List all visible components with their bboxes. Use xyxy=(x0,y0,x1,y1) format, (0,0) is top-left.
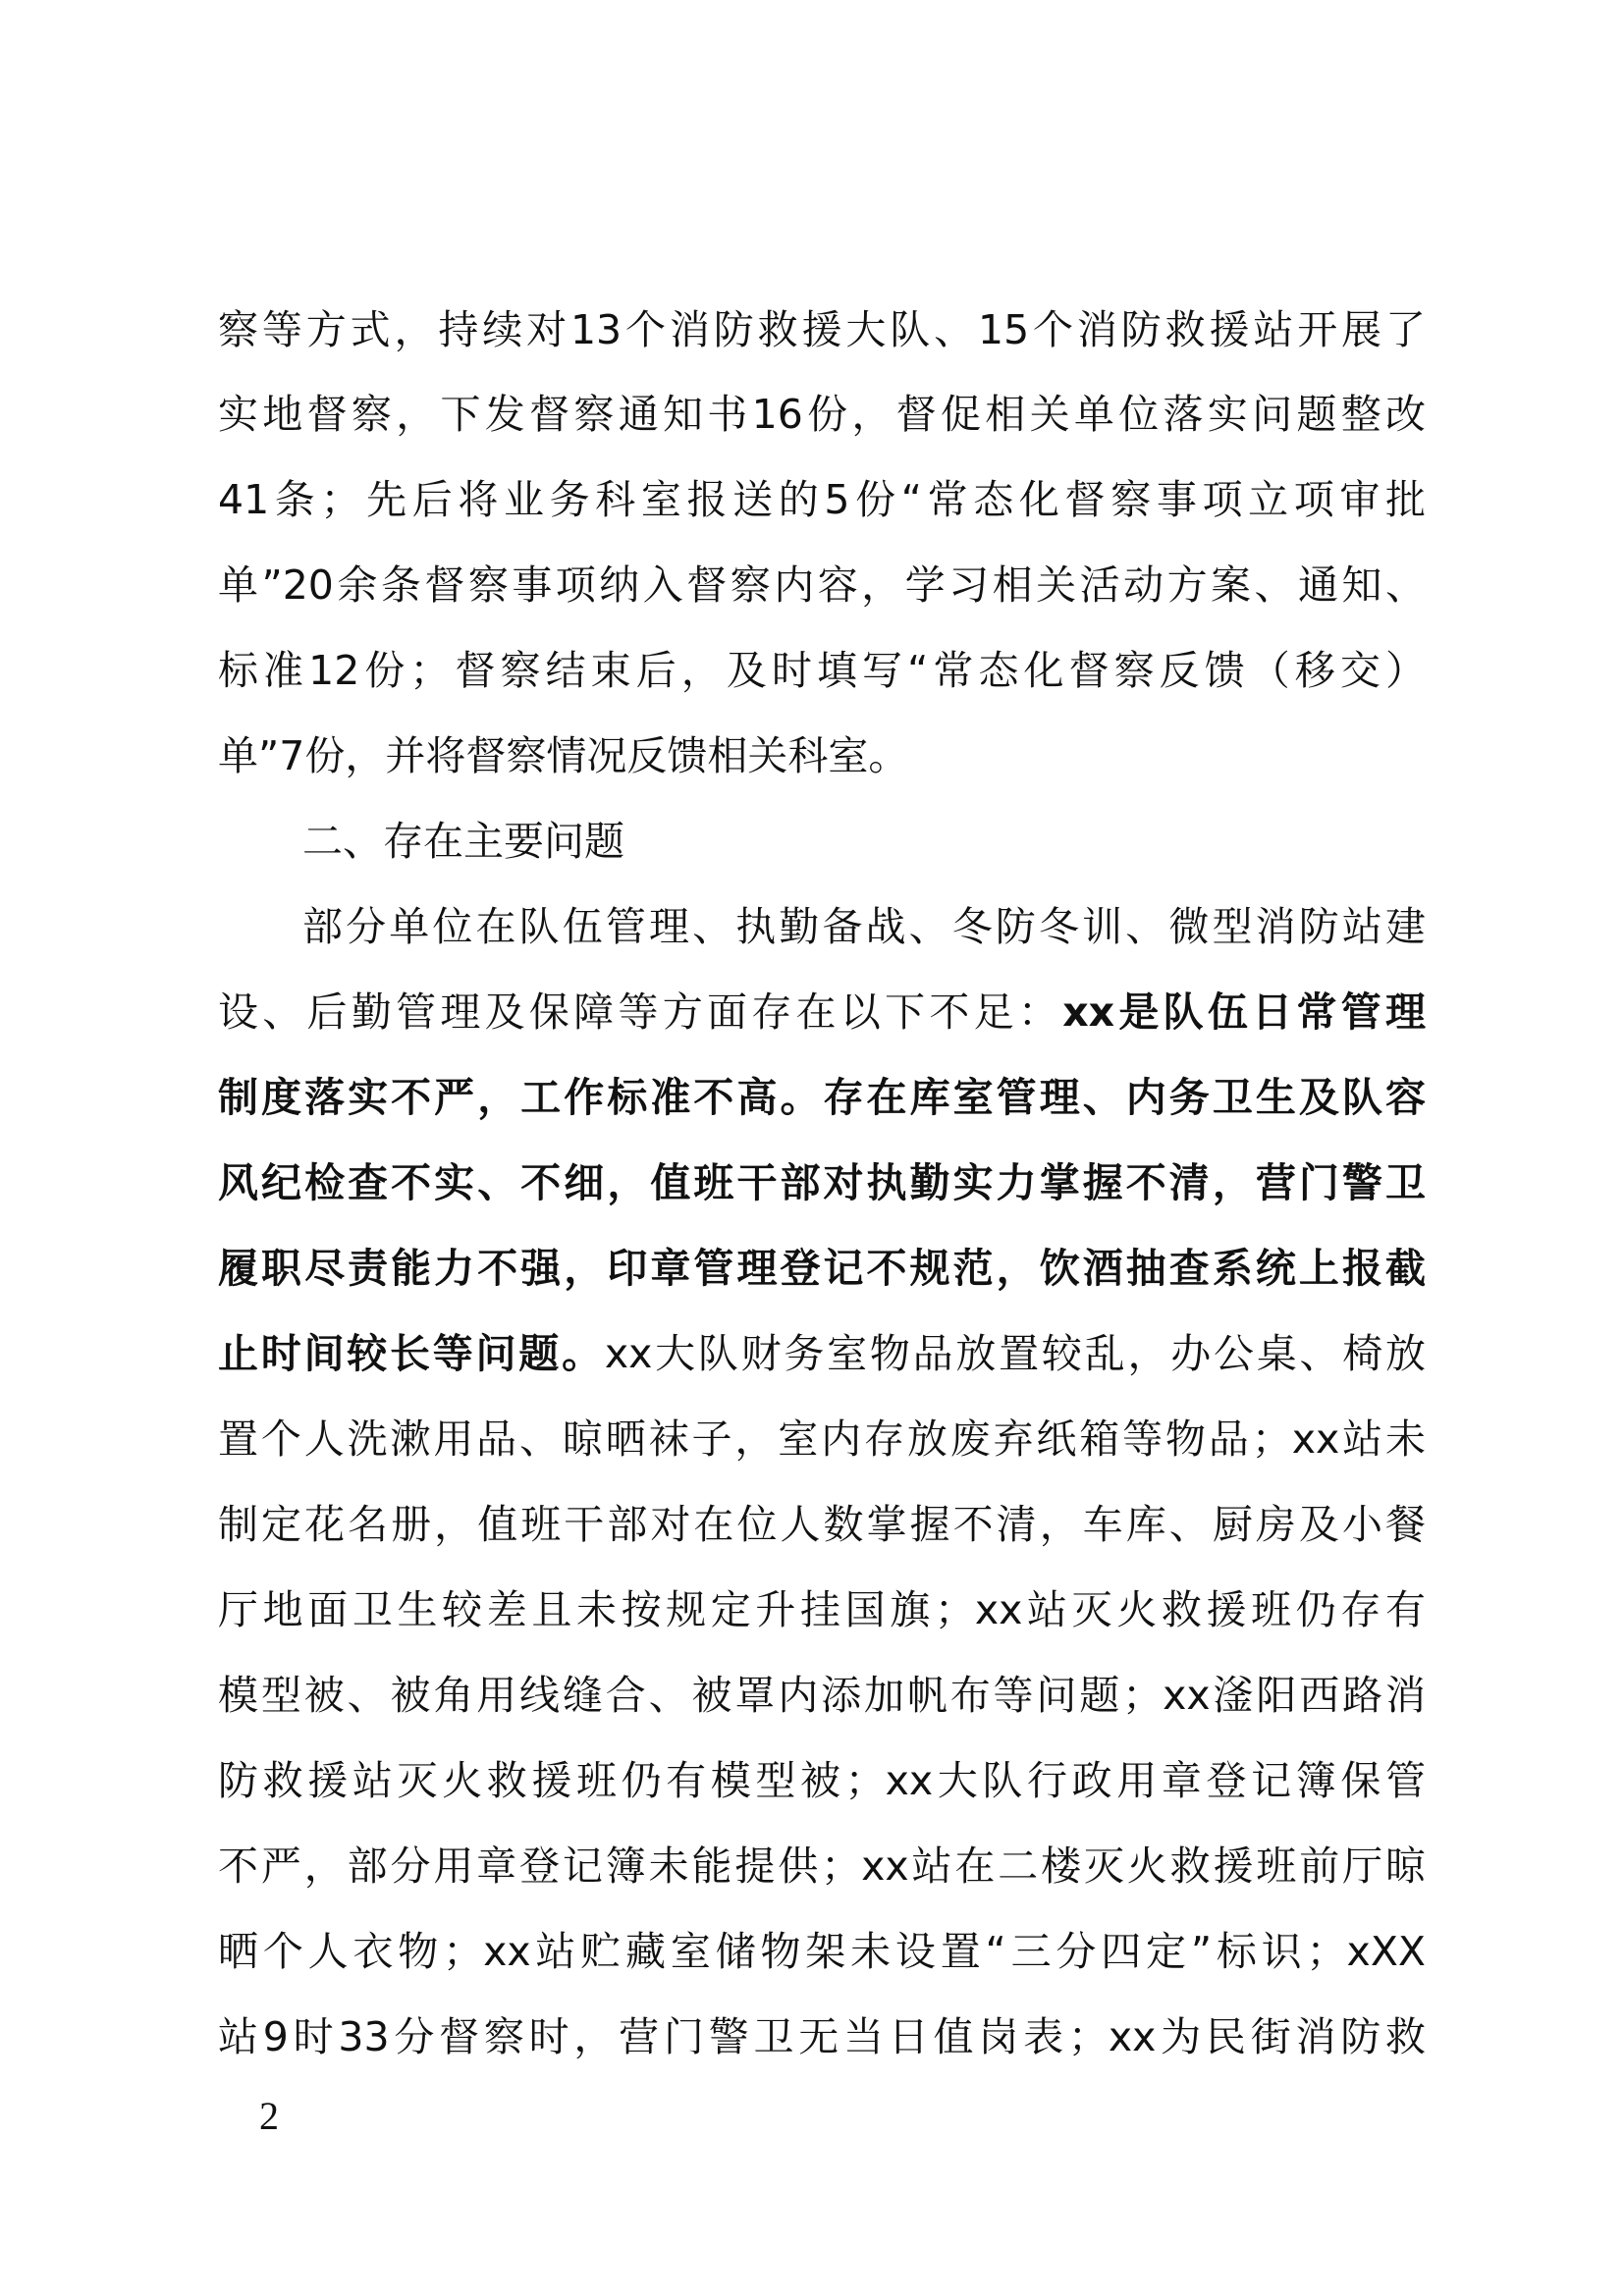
body-text-line: 置个人洗漱用品、晾晒袜子，室内存放废弃纸箱等物品；xx站未 xyxy=(218,1415,1426,1463)
body-text-line: 部分单位在队伍管理、执勤备战、冬防冬训、微型消防站建 xyxy=(302,903,1426,950)
body-text-line: 实地督察，下发督察通知书16份，督促相关单位落实问题整改 xyxy=(218,391,1426,438)
body-text-line xyxy=(218,1330,1426,1377)
body-text-line: 站9时33分督察时，营门警卫无当日值岗表；xx为民街消防救 xyxy=(218,2013,1426,2060)
body-text-line: 41条；先后将业务科室报送的5份“常态化督察事项立项审批 xyxy=(218,476,1426,523)
body-text-line: 标准12份；督察结束后，及时填写“常态化督察反馈（移交） xyxy=(218,647,1426,694)
body-text-line: 单”20余条督察事项纳入督察内容，学习相关活动方案、通知、 xyxy=(218,561,1426,609)
bold-text-line: 履职尽责能力不强，印章管理登记不规范，饮酒抽查系统上报截 xyxy=(218,1245,1426,1292)
body-text-line: 单”7份，并将督察情况反馈相关科室。 xyxy=(218,732,909,779)
body-text-line: 防救援站灭火救援班仍有模型被；xx大队行政用章登记簿保管 xyxy=(218,1757,1426,1804)
body-text-line xyxy=(218,988,1426,1036)
normal-text: xx大队财务室物品放置较乱，办公桌、椅放 xyxy=(604,1330,1426,1377)
bold-text: xx是队伍日常管理 xyxy=(1062,988,1426,1036)
bold-text: 止时间较长等问题。 xyxy=(218,1330,605,1377)
body-text-line: 不严，部分用章登记簿未能提供；xx站在二楼灭火救援班前厅晾 xyxy=(218,1842,1426,1890)
body-text-line: 晒个人衣物；xx站贮藏室储物架未设置“三分四定”标识；xXX xyxy=(218,1928,1426,1975)
normal-text: 设、后勤管理及保障等方面存在以下不足： xyxy=(218,988,1063,1036)
bold-text-line: 风纪检查不实、不细，值班干部对执勤实力掌握不清，营门警卫 xyxy=(218,1159,1426,1206)
body-text-line: 模型被、被角用线缝合、被罩内添加帆布等问题；xx滏阳西路消 xyxy=(218,1672,1426,1719)
body-text-line: 制定花名册，值班干部对在位人数掌握不清，车库、厨房及小餐 xyxy=(218,1501,1426,1548)
bold-text-line: 制度落实不严，工作标准不高。存在库室管理、内务卫生及队容 xyxy=(218,1074,1426,1121)
section-heading: 二、存在主要问题 xyxy=(302,818,624,865)
body-text-line: 察等方式，持续对13个消防救援大队、15个消防救援站开展了 xyxy=(218,306,1426,353)
page-number: 2 xyxy=(259,2094,279,2138)
body-text-line: 厅地面卫生较差且未按规定升挂国旗；xx站灭火救援班仍存有 xyxy=(218,1586,1426,1633)
